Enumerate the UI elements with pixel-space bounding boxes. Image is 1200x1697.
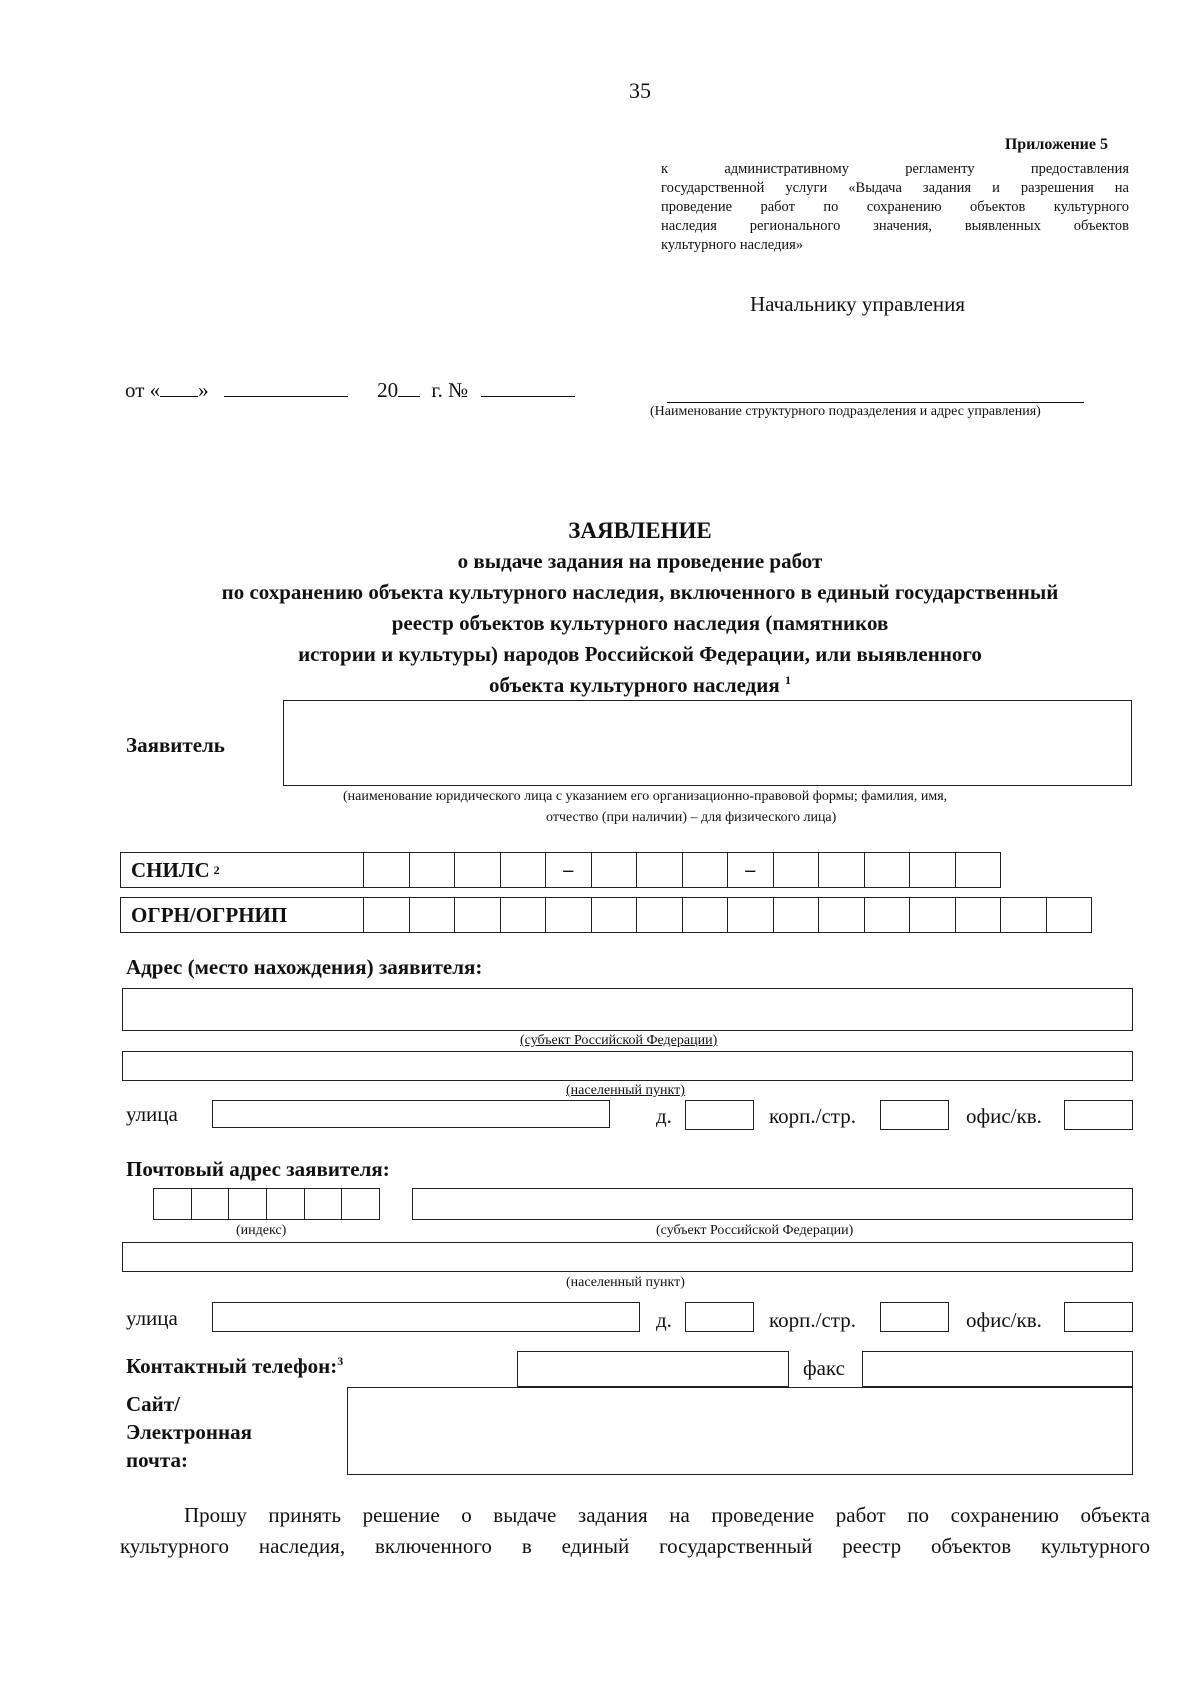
index-cell[interactable] bbox=[266, 1189, 304, 1219]
street-label: улица bbox=[126, 1102, 178, 1126]
snils-cell[interactable] bbox=[682, 853, 728, 887]
address-locality-field[interactable] bbox=[122, 1051, 1133, 1081]
ogrn-cell[interactable] bbox=[636, 898, 682, 932]
site-email-field[interactable] bbox=[347, 1387, 1133, 1475]
index-cell[interactable] bbox=[304, 1189, 342, 1219]
postal-region-caption: (субъект Российской Федерации) bbox=[656, 1223, 854, 1238]
number-field[interactable] bbox=[481, 378, 575, 397]
addressee: Начальнику управления bbox=[750, 292, 966, 316]
postal-street-label: улица bbox=[126, 1306, 178, 1330]
postal-building-label: корп./стр. bbox=[769, 1308, 856, 1332]
snils-cell[interactable] bbox=[773, 853, 819, 887]
building-field[interactable] bbox=[880, 1100, 949, 1130]
ogrn-cell[interactable] bbox=[682, 898, 728, 932]
postal-region-field[interactable] bbox=[412, 1188, 1133, 1220]
ogrn-cell[interactable] bbox=[1046, 898, 1092, 932]
office-field[interactable] bbox=[1064, 1100, 1133, 1130]
snils-cell[interactable] bbox=[818, 853, 864, 887]
appendix-reference bbox=[661, 160, 1129, 255]
date-from-open: от « bbox=[125, 378, 161, 402]
snils-label-text: СНИЛС bbox=[131, 857, 210, 882]
postal-house-field[interactable] bbox=[685, 1302, 754, 1332]
fax-label: факс bbox=[803, 1356, 845, 1380]
applicant-caption: отчество (при наличии) – для физического лица) bbox=[546, 810, 837, 825]
applicant-field[interactable] bbox=[283, 700, 1132, 786]
street-field[interactable] bbox=[212, 1100, 610, 1128]
snils-cell[interactable] bbox=[909, 853, 955, 887]
ogrn-label: ОГРН/ОГРНИП bbox=[131, 902, 288, 927]
ogrn-cell[interactable] bbox=[454, 898, 500, 932]
title-line: истории и культуры) народов Российской Федерации, или выявленного bbox=[298, 642, 982, 666]
ogrn-cell[interactable] bbox=[409, 898, 455, 932]
appendix-title: Приложение 5 bbox=[1004, 136, 1108, 153]
footnote-mark: 3 bbox=[337, 1354, 344, 1368]
building-label: корп./стр. bbox=[769, 1104, 856, 1128]
applicant-caption: (наименование юридического лица с указанием его организационно-правовой формы; фамилия, имя, bbox=[343, 789, 948, 804]
page-number: 35 bbox=[629, 78, 651, 103]
site-label-line: почта: bbox=[126, 1448, 188, 1472]
appendix-line: проведение работ по сохранению объектов культурного bbox=[661, 199, 1129, 215]
house-label: д. bbox=[656, 1104, 672, 1128]
title-line: по сохранению объекта культурного наследия, включенного в единый государственный bbox=[221, 580, 1059, 604]
index-cell[interactable] bbox=[154, 1189, 191, 1219]
index-cell[interactable] bbox=[341, 1189, 379, 1219]
ogrn-cells bbox=[363, 898, 1091, 932]
ogrn-cell[interactable] bbox=[773, 898, 819, 932]
ogrn-cell[interactable] bbox=[591, 898, 637, 932]
appendix-line: наследия регионального значения, выявленных объектов bbox=[661, 218, 1129, 234]
title-main: ЗАЯВЛЕНИЕ bbox=[568, 518, 712, 543]
ogrn-cell[interactable] bbox=[727, 898, 773, 932]
postal-locality-field[interactable] bbox=[122, 1242, 1133, 1272]
site-label-line: Сайт/ bbox=[126, 1392, 180, 1416]
ogrn-cell[interactable] bbox=[955, 898, 1001, 932]
department-field[interactable] bbox=[667, 402, 1084, 403]
site-label-line: Электронная bbox=[126, 1420, 252, 1444]
date-number-line bbox=[125, 378, 575, 403]
title-line: объекта культурного наследия bbox=[489, 673, 780, 697]
year-field[interactable] bbox=[398, 378, 420, 397]
snils-cell[interactable] bbox=[500, 853, 546, 887]
site-email-label bbox=[126, 1390, 252, 1474]
phone-label-text: Контактный телефон: bbox=[126, 1354, 338, 1378]
address-region-caption: (субъект Российской Федерации) bbox=[520, 1033, 718, 1048]
title-line: реестр объектов культурного наследия (памятников bbox=[391, 611, 889, 635]
index-cell[interactable] bbox=[228, 1189, 266, 1219]
snils-cell[interactable] bbox=[955, 853, 1001, 887]
ogrn-cell[interactable] bbox=[1000, 898, 1046, 932]
snils-cell[interactable] bbox=[409, 853, 455, 887]
postal-heading: Почтовый адрес заявителя: bbox=[126, 1157, 390, 1181]
ogrn-cell[interactable] bbox=[363, 898, 409, 932]
postal-office-label: офис/кв. bbox=[966, 1308, 1042, 1332]
phone-label bbox=[126, 1354, 343, 1379]
postal-house-label: д. bbox=[656, 1308, 672, 1332]
snils-row bbox=[120, 852, 1001, 888]
date-from-close: » bbox=[198, 378, 209, 402]
document-title bbox=[120, 515, 1160, 701]
postal-index-caption: (индекс) bbox=[236, 1223, 287, 1238]
office-label: офис/кв. bbox=[966, 1104, 1042, 1128]
appendix-line: культурного наследия» bbox=[661, 237, 804, 253]
department-caption: (Наименование структурного подразделения и адрес управления) bbox=[650, 404, 1041, 419]
snils-cells bbox=[363, 853, 1000, 887]
postal-locality-caption: (населенный пункт) bbox=[566, 1275, 685, 1290]
year-suffix: г. № bbox=[431, 378, 469, 402]
snils-label: СНИЛС 2 bbox=[131, 857, 220, 882]
snils-cell: – bbox=[545, 853, 591, 887]
ogrn-cell[interactable] bbox=[864, 898, 910, 932]
postal-office-field[interactable] bbox=[1064, 1302, 1133, 1332]
day-field[interactable] bbox=[160, 378, 198, 397]
postal-street-field[interactable] bbox=[212, 1302, 640, 1332]
ogrn-cell[interactable] bbox=[545, 898, 591, 932]
address-region-field[interactable] bbox=[122, 988, 1133, 1031]
ogrn-row bbox=[120, 897, 1092, 933]
fax-field[interactable] bbox=[862, 1351, 1133, 1387]
postal-building-field[interactable] bbox=[880, 1302, 949, 1332]
title-line: о выдаче задания на проведение работ bbox=[457, 549, 823, 573]
month-field[interactable] bbox=[224, 378, 348, 397]
index-cell[interactable] bbox=[191, 1189, 229, 1219]
address-locality-caption: (населенный пункт) bbox=[566, 1083, 685, 1098]
ogrn-cell[interactable] bbox=[818, 898, 864, 932]
phone-field[interactable] bbox=[517, 1351, 789, 1387]
ogrn-cell[interactable] bbox=[909, 898, 955, 932]
year-prefix: 20 bbox=[377, 378, 399, 402]
appendix-line: государственной услуги «Выдача задания и разрешения на bbox=[661, 180, 1129, 196]
ogrn-cell[interactable] bbox=[500, 898, 546, 932]
snils-cell: – bbox=[727, 853, 773, 887]
appendix-line: к административному регламенту предоставления bbox=[661, 161, 1129, 177]
snils-cell[interactable] bbox=[363, 853, 409, 887]
house-field[interactable] bbox=[685, 1100, 754, 1130]
postal-index-field[interactable] bbox=[153, 1188, 380, 1220]
snils-cell[interactable] bbox=[864, 853, 910, 887]
snils-cell[interactable] bbox=[454, 853, 500, 887]
snils-cell[interactable] bbox=[636, 853, 682, 887]
snils-cell[interactable] bbox=[591, 853, 637, 887]
applicant-label: Заявитель bbox=[126, 733, 225, 757]
footnote-mark: 1 bbox=[785, 673, 791, 687]
title-last-line bbox=[120, 670, 1160, 701]
request-line: Прошу принять решение о выдаче задания на проведение работ по сохранению объекта bbox=[184, 1503, 1150, 1527]
request-line: культурного наследия, включенного в единый государственный реестр объектов культурного bbox=[120, 1534, 1150, 1558]
address-heading: Адрес (место нахождения) заявителя: bbox=[126, 955, 483, 979]
